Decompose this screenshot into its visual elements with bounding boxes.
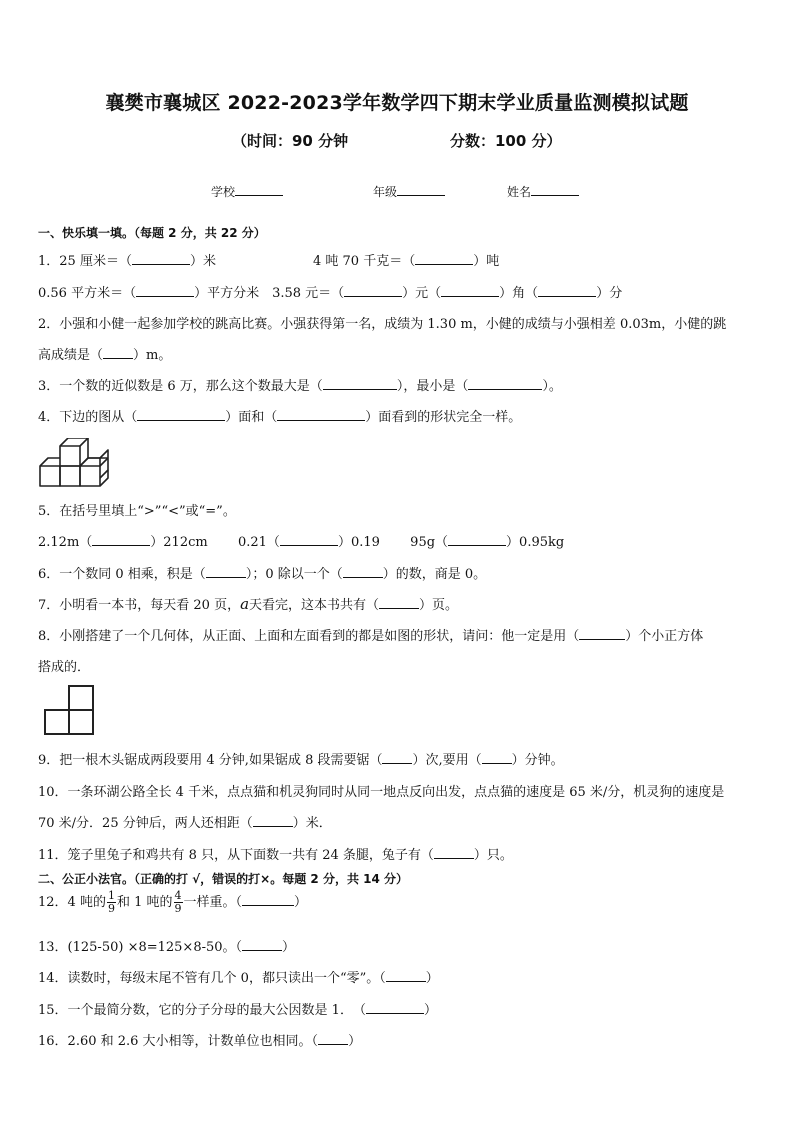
answer-blank[interactable]: [318, 1031, 348, 1045]
grade-label: 年级: [373, 185, 398, 199]
question-5-items: [38, 531, 564, 550]
answer-blank[interactable]: [92, 532, 150, 546]
q5c-text: ）0.95kg: [506, 535, 565, 550]
q13-text: ）: [282, 940, 296, 955]
question-2-line2: [38, 344, 171, 363]
q8-text: ）个小正方体: [625, 629, 704, 644]
answer-blank[interactable]: [132, 251, 190, 265]
answer-blank[interactable]: [379, 595, 419, 609]
q1a-text: 1．25 厘米＝（: [38, 254, 132, 269]
q1c-text: ）平方分米 3.58 元＝（: [194, 286, 345, 301]
answer-blank[interactable]: [206, 564, 246, 578]
cube-face: [80, 466, 100, 486]
question-1a: [38, 250, 216, 269]
name-blank[interactable]: [531, 182, 579, 196]
answer-blank[interactable]: [323, 376, 397, 390]
question-10-line1: 10．一条环湖公路全长 4 千米，点点猫和机灵狗同时从同一地点反向出发，点点猫的速度是 65 米/分，机灵狗的速度是: [38, 785, 725, 800]
answer-blank[interactable]: [366, 1000, 424, 1014]
answer-blank[interactable]: [344, 283, 402, 297]
q11-text: ）只。: [473, 848, 513, 863]
view-shape-figure: [43, 685, 95, 737]
question-11: [38, 844, 513, 863]
q12-text: 12．4 吨的: [38, 895, 106, 910]
q1c-text: ）元（: [402, 286, 442, 301]
q2-unit: ）m。: [133, 348, 172, 363]
square: [69, 686, 93, 710]
question-13: [38, 936, 295, 955]
q1b-unit: ）吨: [473, 254, 500, 269]
school-label: 学校: [211, 185, 236, 199]
q1a-unit: ）米: [189, 254, 216, 269]
answer-blank[interactable]: [280, 532, 338, 546]
question-2-line1: 2．小强和小健一起参加学校的跳高比赛。小强获得第一名，成绩为 1.30 m，小健的成绩与小强相差 0.03m，小健的跳: [38, 317, 727, 332]
q15-text: 15．一个最简分数，它的分子分母的最大公因数是 1． （: [38, 1003, 366, 1018]
question-1b: [313, 250, 499, 269]
grade-field: [373, 182, 445, 200]
variable-a: a: [240, 595, 250, 613]
grade-blank[interactable]: [397, 182, 445, 196]
q5c-text: 95g（: [410, 535, 449, 550]
q2-text: 高成绩是（: [38, 348, 104, 363]
question-14: [38, 967, 439, 986]
answer-blank[interactable]: [103, 345, 133, 359]
q4-text: 4．下边的图从（: [38, 410, 138, 425]
square: [69, 710, 93, 734]
q1c-text: ）角（: [499, 286, 539, 301]
q14-text: ）: [425, 971, 439, 986]
q1c-text: 0.56 平方米＝（: [38, 286, 137, 301]
time-info: （时间：90 分钟: [232, 132, 349, 150]
q8-text: 8．小刚搭建了一个几何体，从正面、上面和左面看到的都是如图的形状，请问：他一定是用（: [38, 629, 580, 644]
q3-text: ）。: [542, 379, 562, 394]
question-15: [38, 999, 437, 1018]
cube-face: [60, 466, 80, 486]
answer-blank[interactable]: [253, 813, 293, 827]
q5a-text: 2.12m（: [38, 535, 93, 550]
fraction-four-ninths: $\frac{4}{9}$: [174, 889, 182, 915]
answer-blank[interactable]: [579, 626, 625, 640]
question-9: [38, 749, 564, 768]
question-1c: [38, 282, 622, 301]
answer-blank[interactable]: [468, 376, 542, 390]
cube-face: [40, 466, 60, 486]
answer-blank[interactable]: [415, 251, 473, 265]
square: [45, 710, 69, 734]
answer-blank[interactable]: [538, 283, 596, 297]
section-1-heading: 一、快乐填一填。（每题 2 分，共 22 分）: [38, 226, 266, 240]
question-4: [38, 406, 521, 425]
q12-text: 和 1 吨的: [116, 895, 173, 910]
q1b-text: 4 吨 70 千克＝（: [313, 254, 416, 269]
q12-text: 一样重。（: [183, 895, 243, 910]
q13-text: 13．(125-50) ×8=125×8-50。（: [38, 940, 243, 955]
q15-text: ）: [423, 1003, 437, 1018]
q16-text: 16．2.60 和 2.6 大小相等，计数单位也相同。（: [38, 1034, 319, 1049]
answer-blank[interactable]: [137, 407, 225, 421]
question-7: [38, 594, 458, 613]
q6-text: ）的数，商是 0。: [382, 567, 487, 582]
answer-blank[interactable]: [242, 937, 282, 951]
q5b-text: 0.21（: [237, 535, 280, 550]
q1c-text: ）分: [596, 286, 623, 301]
q10-text: ）米．: [292, 816, 332, 831]
question-5-title: 5．在括号里填上“>”“<”或“=”。: [38, 504, 236, 519]
q9-text: ）分钟。: [511, 753, 564, 768]
q11-text: 11．笼子里兔子和鸡共有 8 只，从下面数一共有 24 条腿，兔子有（: [38, 848, 434, 863]
q12-text: ）: [294, 895, 308, 910]
q6-text: 6．一个数同 0 相乘，积是（: [38, 567, 206, 582]
q16-text: ）: [348, 1034, 362, 1049]
answer-blank[interactable]: [448, 532, 506, 546]
school-field: [211, 182, 283, 200]
q3-text: 3．一个数的近似数是 6 万，那么这个数最大是（: [38, 379, 323, 394]
q3-text: ），最小是（: [396, 379, 469, 394]
q5a-text: ）212cm: [150, 535, 208, 550]
q4-text: ）面和（: [225, 410, 278, 425]
q5b-text: ）0.19: [337, 535, 380, 550]
answer-blank[interactable]: [277, 407, 365, 421]
page-title: 襄樊市襄城区 2022-2023学年数学四下期末学业质量监测模拟试题: [105, 92, 689, 114]
answer-blank[interactable]: [242, 892, 294, 906]
q7-text: ）页。: [419, 598, 459, 613]
name-field: [507, 182, 579, 200]
question-10-line2: [38, 812, 332, 831]
q10-text: 70 米/分．25 分钟后，两人还相距（: [38, 816, 253, 831]
question-8-line2: 搭成的．: [38, 660, 91, 675]
score-info: 分数：100 分）: [450, 132, 562, 150]
q7-text: 7．小明看一本书，每天看 20 页，: [38, 598, 241, 613]
q7-text: 天看完，这本书共有（: [249, 598, 380, 613]
question-6: [38, 563, 486, 582]
answer-blank[interactable]: [386, 968, 426, 982]
section-2-heading: 二、公正小法官。（正确的打 √，错误的打×。每题 2 分，共 14 分）: [38, 872, 408, 886]
cube-face: [60, 446, 80, 466]
question-3: [38, 375, 562, 394]
answer-blank[interactable]: [434, 845, 474, 859]
answer-blank[interactable]: [136, 283, 194, 297]
question-8-line1: [38, 625, 703, 644]
q14-text: 14．读数时，每级末尾不管有几个 0，都只读出一个“零”。（: [38, 971, 386, 986]
q9-text: ）次,要用（: [412, 753, 482, 768]
fraction-one-ninth: $\frac{1}{9}$: [107, 889, 115, 915]
answer-blank[interactable]: [382, 750, 412, 764]
name-label: 姓名: [507, 185, 532, 199]
q6-text: ）；0 除以一个（: [245, 567, 343, 582]
school-blank[interactable]: [235, 182, 283, 196]
q4-text: ）面看到的形状完全一样。: [365, 410, 522, 425]
answer-blank[interactable]: [343, 564, 383, 578]
question-12: [38, 890, 307, 915]
answer-blank[interactable]: [441, 283, 499, 297]
question-16: [38, 1030, 361, 1049]
answer-blank[interactable]: [482, 750, 512, 764]
q9-text: 9．把一根木头锯成两段要用 4 分钟,如果锯成 8 段需要锯（: [38, 753, 383, 768]
cube-stack-figure: [38, 438, 110, 490]
